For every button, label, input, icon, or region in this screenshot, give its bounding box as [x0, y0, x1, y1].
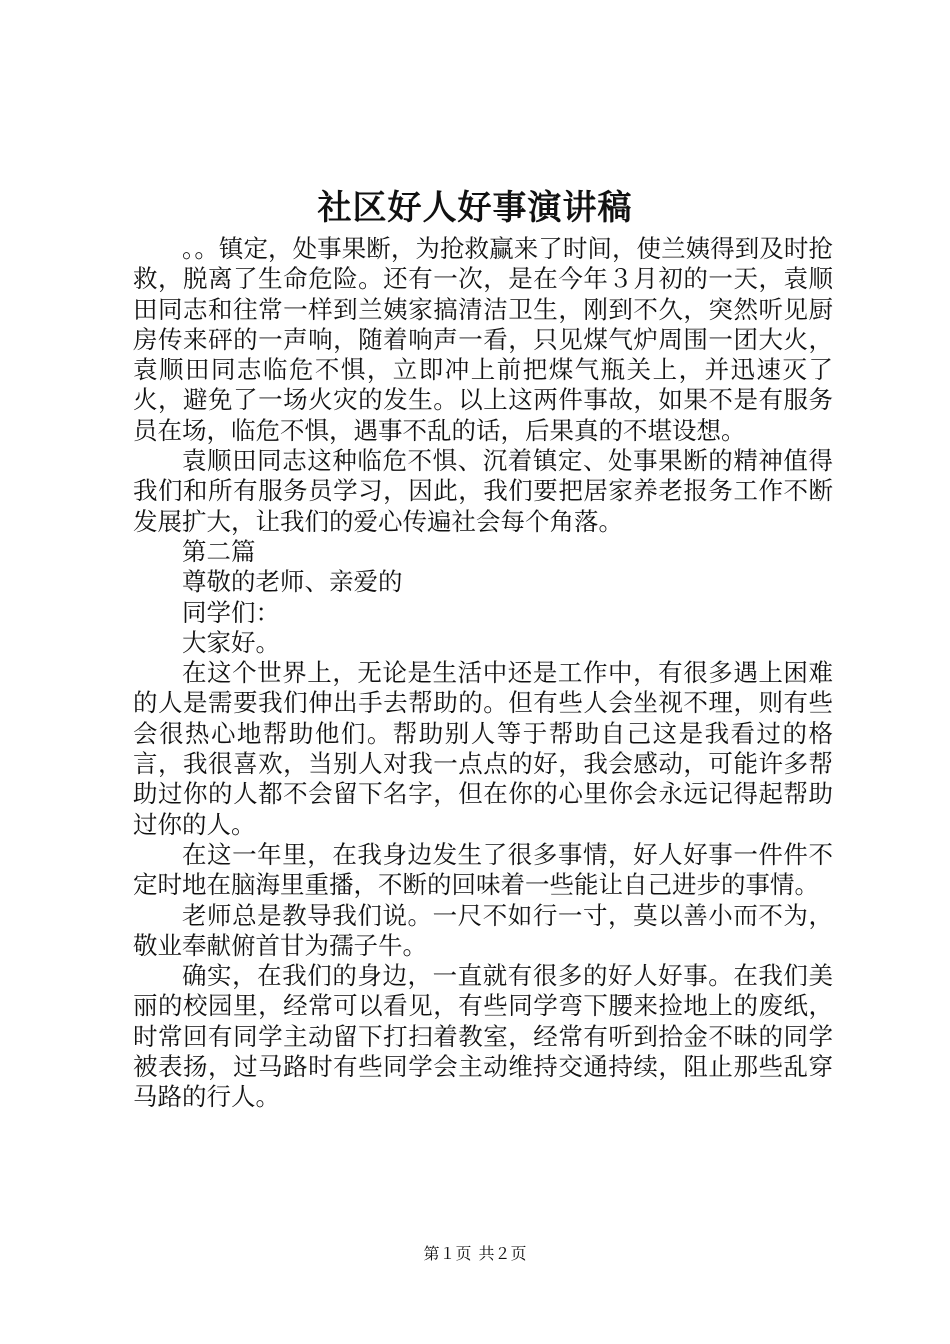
paragraph: 老师总是教导我们说。一尺不如行一寸，莫以善小而不为，敬业奉献俯首甘为孺子牛。: [133, 900, 833, 960]
document-body: [133, 234, 833, 1113]
paragraph: 袁顺田同志这种临危不惧、沉着镇定、处事果断的精神值得我们和所有服务员学习，因此，我们要把居家养老报务工作不断发展扩大，让我们的爱心传遍社会每个角落。: [133, 446, 833, 536]
paragraph: 。。镇定，处事果断，为抢救赢来了时间，使兰姨得到及时抢救，脱离了生命危险。还有一次，是在今年３月初的一天，袁顺田同志和往常一样到兰姨家搞清洁卫生，刚到不久，突然听见厨房传来砰的一声响，随着响声一看，只见煤气炉周围一团大火，袁顺田同志临危不惧，立即冲上前把煤气瓶关上，并迅速灭了火，避免了一场火灾的发生。以上这两件事故，如果不是有服务员在场，临危不惧，遇事不乱的话，后果真的不堪设想。: [133, 234, 833, 445]
section-heading: 第二篇: [182, 536, 256, 566]
paragraph: 确实，在我们的身边，一直就有很多的好人好事。在我们美丽的校园里，经常可以看见，有些同学弯下腰来捡地上的废纸，时常回有同学主动留下打扫着教室，经常有听到拾金不昧的同学被表扬，过马路时有些同学会主动维持交通持续，阻止那些乱穿马路的行人。: [133, 961, 833, 1112]
document-title: 社区好人好事演讲稿: [317, 188, 633, 228]
page-number-footer: 第１页 共２页: [423, 1244, 527, 1263]
paragraph: 在这个世界上，无论是生活中还是工作中，有很多遇上困难的人是需要我们伸出手去帮助的。但有些人会坐视不理，则有些会很热心地帮助他们。帮助别人等于帮助自己这是我看过的格言，我很喜欢，当别人对我一点点的好，我会感动，可能许多帮助过你的人都不会留下名字，但在你的心里你会永远记得起帮助过你的人。: [133, 658, 833, 839]
salutation-line: 尊敬的老师、亲爱的: [182, 567, 403, 597]
greeting-line: 大家好。: [182, 627, 280, 657]
paragraph: 在这一年里，在我身边发生了很多事情，好人好事一件件不定时地在脑海里重播，不断的回味着一些能让自己进步的事情。: [133, 839, 833, 900]
salutation-line: 同学们：: [182, 597, 280, 627]
